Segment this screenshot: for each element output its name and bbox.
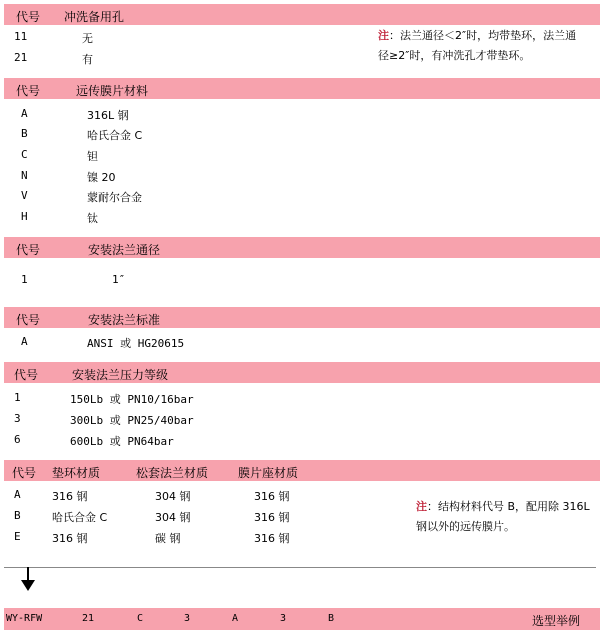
loose-flange-material: 304 钢 — [155, 490, 191, 503]
table-row — [0, 391, 600, 409]
option-code: V — [21, 189, 28, 202]
divider-line — [4, 567, 596, 568]
section-header-flange-diameter — [4, 237, 600, 258]
option-desc: 钛 — [87, 212, 98, 225]
option-desc: 316L 钢 — [87, 109, 129, 122]
example-part-flush-hole: 21 — [82, 613, 95, 624]
section-title: 安装法兰压力等级 — [72, 368, 169, 382]
code-column-label: 代号 — [16, 10, 41, 24]
note-structure-material — [416, 497, 590, 537]
option-desc: ANSI 或 HG20615 — [87, 337, 185, 350]
option-desc: 有 — [82, 53, 93, 66]
section-title: 安装法兰标准 — [88, 313, 161, 327]
option-desc: 无 — [82, 32, 93, 45]
note-text: ：法兰通径＜2″时，均带垫环，法兰通 — [389, 29, 577, 42]
section-title: 冲洗备用孔 — [64, 10, 125, 24]
section-header-flange-pressure — [4, 362, 600, 383]
diaphragm-seat-material: 316 钢 — [254, 532, 290, 545]
table-row — [0, 189, 600, 207]
loose-flange-material: 碳 钢 — [155, 532, 181, 545]
option-code: 6 — [14, 433, 21, 446]
section-header-diaphragm-material — [4, 78, 600, 99]
diaphragm-seat-material: 316 钢 — [254, 490, 290, 503]
section-header-structure-material — [4, 460, 600, 481]
example-part-diameter: 3 — [184, 613, 191, 624]
option-code: 1 — [21, 273, 28, 286]
arrow-down-icon — [21, 580, 35, 591]
table-row — [0, 169, 600, 187]
table-row — [0, 127, 600, 145]
option-desc: 150Lb 或 PN10/16bar — [70, 393, 194, 406]
code-column-label: 代号 — [16, 243, 41, 257]
diaphragm-seat-material: 316 钢 — [254, 511, 290, 524]
option-code: A — [21, 107, 28, 120]
option-desc: 1″ — [112, 273, 126, 286]
code-column-label: 代号 — [16, 84, 41, 98]
code-column-label: 代号 — [12, 466, 37, 480]
note-text: 径≥2″时，有冲洗孔才带垫环。 — [378, 49, 531, 62]
column-gasket-material: 垫环材质 — [52, 466, 101, 480]
table-row — [0, 148, 600, 166]
example-label: 选型举例 — [532, 614, 581, 628]
example-part-diaphragm: C — [137, 613, 144, 624]
note-label: 注 — [416, 500, 427, 513]
gasket-material: 316 钢 — [52, 490, 88, 503]
note-flange-diameter — [378, 26, 576, 66]
option-code: 3 — [14, 412, 21, 425]
option-code: 1 — [14, 391, 21, 404]
table-row — [0, 433, 600, 451]
gasket-material: 316 钢 — [52, 532, 88, 545]
option-code: 11 — [14, 30, 28, 43]
table-row — [0, 210, 600, 228]
code-column-label: 代号 — [16, 313, 41, 327]
option-code: B — [14, 509, 21, 522]
column-diaphragm-seat-material: 膜片座材质 — [238, 466, 299, 480]
option-code: N — [21, 169, 28, 182]
gasket-material: 哈氏合金 C — [52, 511, 108, 524]
option-code: C — [21, 148, 28, 161]
option-code: B — [21, 127, 28, 140]
option-code: A — [14, 488, 21, 501]
option-code: A — [21, 335, 28, 348]
option-desc: 钽 — [87, 150, 98, 163]
table-row — [0, 335, 600, 353]
section-header-flush-hole — [4, 4, 600, 25]
table-row — [0, 273, 600, 291]
loose-flange-material: 304 钢 — [155, 511, 191, 524]
option-desc: 蒙耐尔合金 — [87, 191, 142, 204]
section-header-flange-standard — [4, 307, 600, 328]
table-row — [0, 412, 600, 430]
selection-example-bar — [4, 608, 600, 630]
option-desc: 镍 20 — [87, 171, 116, 184]
option-code: E — [14, 530, 21, 543]
example-part-pressure: 3 — [280, 613, 287, 624]
example-part-model: WY-RFW — [6, 613, 43, 624]
note-label: 注 — [378, 29, 389, 42]
example-part-structure: B — [328, 613, 335, 624]
column-loose-flange-material: 松套法兰材质 — [136, 466, 209, 480]
code-column-label: 代号 — [14, 368, 39, 382]
section-title: 远传膜片材料 — [76, 84, 149, 98]
note-text: 钢以外的远传膜片。 — [416, 520, 515, 533]
option-desc: 哈氏合金 C — [87, 129, 143, 142]
option-desc: 300Lb 或 PN25/40bar — [70, 414, 194, 427]
note-text: ：结构材料代号 B，配用除 316L — [427, 500, 590, 513]
section-title: 安装法兰通径 — [88, 243, 161, 257]
example-part-standard: A — [232, 613, 239, 624]
option-code: H — [21, 210, 28, 223]
table-row — [0, 107, 600, 125]
option-desc: 600Lb 或 PN64bar — [70, 435, 174, 448]
option-code: 21 — [14, 51, 28, 64]
